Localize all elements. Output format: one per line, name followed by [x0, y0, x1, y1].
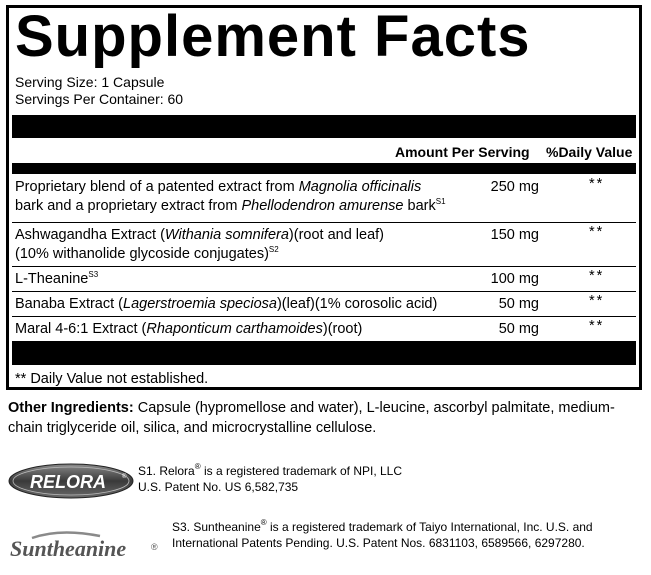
daily-value-note: ** Daily Value not established.	[15, 371, 209, 387]
ingredient-name: Maral 4-6:1 Extract (Rhaponticum carthamoides)(root)	[15, 321, 363, 337]
amount-value: 100 mg	[490, 271, 539, 287]
daily-value: **	[589, 224, 605, 240]
svg-text:®: ®	[122, 474, 127, 480]
amount-value: 50 mg	[498, 296, 539, 312]
footnote-s1: S1. Relora® is a registered trademark of NPI, LLC U.S. Patent No. US 6,582,735	[138, 462, 403, 494]
amount-value: 50 mg	[498, 321, 539, 337]
relora-logo	[8, 463, 134, 499]
ingredient-name: Proprietary blend of a patented extract from Magnolia officinalis	[15, 179, 422, 195]
thick-divider-middle	[12, 163, 636, 174]
svg-text:RELORA: RELORA	[30, 472, 106, 492]
ingredient-name-line2: bark and a proprietary extract from Phellodendron amurense bark$^{S1}$	[15, 197, 446, 214]
daily-value: **	[589, 176, 605, 192]
row-divider	[12, 222, 636, 223]
servings-per-container: Servings Per Container: 60	[15, 91, 184, 107]
amount-value: 150 mg	[490, 227, 539, 243]
other-ingredients-label: Other Ingredients:	[8, 400, 134, 416]
ingredient-name: Banaba Extract (Lagerstroemia speciosa)(leaf)(1% corosolic acid)	[15, 296, 438, 312]
supplement-facts-panel	[6, 5, 642, 390]
row-divider	[12, 266, 636, 267]
ingredient-name: L-Theanine$^{S3}$	[15, 270, 99, 287]
panel-title: Supplement Facts	[15, 4, 531, 69]
ingredient-name-line2: (10% withanolide glycoside conjugates)$^{S2}$	[15, 245, 279, 262]
daily-value: **	[589, 268, 605, 284]
thick-divider-top	[12, 115, 636, 138]
daily-value: **	[589, 318, 605, 334]
other-ingredients	[8, 398, 644, 438]
row-divider	[12, 316, 636, 317]
svg-text:Suntheanine: Suntheanine	[10, 536, 127, 561]
daily-value-header: %Daily Value	[546, 144, 633, 160]
suntheanine-logo	[10, 530, 162, 564]
amount-value: 250 mg	[490, 179, 539, 195]
ingredient-name: Ashwagandha Extract (Withania somnifera)(root and leaf)	[15, 227, 385, 243]
serving-size: Serving Size: 1 Capsule	[15, 74, 165, 90]
thick-divider-bottom	[12, 341, 636, 365]
svg-text:®: ®	[151, 542, 158, 552]
footnote-s3: S3. Suntheanine® is a registered trademark of Taiyo International, Inc. U.S. and International Patents Pending. U.S. Patent Nos. 6831103, 6589566, 6297280.	[172, 518, 593, 550]
other-ingredients-text: Capsule (hypromellose and water), L-leucine, ascorbyl palmitate, medium-chain triglyceride oil, silica, and microcrystalline cellulose.	[8, 400, 615, 436]
row-divider	[12, 291, 636, 292]
amount-header: Amount Per Serving	[395, 144, 530, 160]
daily-value: **	[589, 293, 605, 309]
